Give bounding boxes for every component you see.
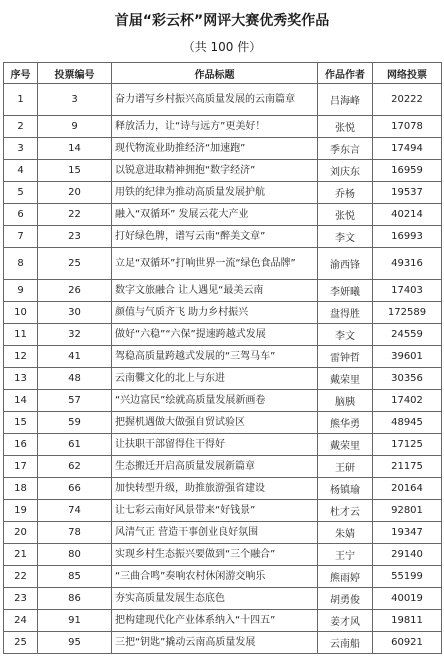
row-index: 15 (4, 412, 38, 434)
work-title: 做好“六稳”“六保”提速跨越式发展 (112, 324, 318, 346)
table-row (4, 302, 442, 324)
vote-count: 20222 (373, 84, 442, 116)
vote-number: 15 (38, 160, 112, 182)
vote-number: 86 (38, 588, 112, 610)
work-title: 释放活力，让“诗与远方”更美好！ (112, 116, 318, 138)
vote-number: 57 (38, 390, 112, 412)
vote-number: 59 (38, 412, 112, 434)
row-index: 2 (4, 116, 38, 138)
vote-number: 20 (38, 182, 112, 204)
author-name: 朱婧 (318, 522, 373, 544)
author-name: 张悦 (318, 116, 373, 138)
page-subtitle: （共 100 件） (182, 40, 262, 54)
vote-count: 40214 (373, 204, 442, 226)
author-name: 戴荣里 (318, 434, 373, 456)
vote-count: 30356 (373, 368, 442, 390)
table-row (4, 368, 442, 390)
table-row (4, 182, 442, 204)
vote-number: 95 (38, 632, 112, 654)
row-index: 23 (4, 588, 38, 610)
author-name: 熊华勇 (318, 412, 373, 434)
author-name: 渝西锋 (318, 248, 373, 280)
row-index: 13 (4, 368, 38, 390)
table-row (4, 456, 442, 478)
header-online-votes: 网络投票 (373, 63, 442, 84)
row-index: 18 (4, 478, 38, 500)
author-name: 盘得胜 (318, 302, 373, 324)
table-row (4, 280, 442, 302)
vote-number: 14 (38, 138, 112, 160)
vote-number: 78 (38, 522, 112, 544)
row-index: 22 (4, 566, 38, 588)
vote-number: 91 (38, 610, 112, 632)
vote-number: 61 (38, 434, 112, 456)
work-title: 加快转型升级，助推旅游强省建设 (112, 478, 318, 500)
author-name: 戴荣里 (318, 368, 373, 390)
vote-count: 92801 (373, 500, 442, 522)
author-name: 杨镇瑜 (318, 478, 373, 500)
vote-count: 60921 (373, 632, 442, 654)
table-row (4, 390, 442, 412)
header-author: 作品作者 (318, 63, 373, 84)
table-row (4, 632, 442, 654)
table-row (4, 544, 442, 566)
author-name: 吕海峰 (318, 84, 373, 116)
work-title: 驾稳高质量跨越式发展的“三驾马车” (112, 346, 318, 368)
vote-count: 19347 (373, 522, 442, 544)
table-row (4, 478, 442, 500)
vote-number: 32 (38, 324, 112, 346)
table-row (4, 566, 442, 588)
row-index: 17 (4, 456, 38, 478)
work-title: 把握机遇做大做强自贸试验区 (112, 412, 318, 434)
table-row (4, 500, 442, 522)
vote-count: 21175 (373, 456, 442, 478)
work-title: 颜值与气质齐飞 助力乡村振兴 (112, 302, 318, 324)
vote-count: 39601 (373, 346, 442, 368)
author-name: 季东言 (318, 138, 373, 160)
row-index: 19 (4, 500, 38, 522)
vote-number: 80 (38, 544, 112, 566)
work-title: 奋力谱写乡村振兴高质量发展的云南篇章 (112, 84, 318, 116)
work-title: 让扶职干部留得住干得好 (112, 434, 318, 456)
author-name: 脑胰 (318, 390, 373, 412)
vote-number: 3 (38, 84, 112, 116)
vote-number: 62 (38, 456, 112, 478)
work-title: 夯实高质量发展生态底色 (112, 588, 318, 610)
vote-count: 55199 (373, 566, 442, 588)
vote-count: 172589 (373, 302, 442, 324)
table-row (4, 160, 442, 182)
table-row (4, 588, 442, 610)
row-index: 25 (4, 632, 38, 654)
table-row (4, 522, 442, 544)
row-index: 12 (4, 346, 38, 368)
work-title: 云南爨文化的北上与东进 (112, 368, 318, 390)
row-index: 10 (4, 302, 38, 324)
work-title: 三把“钥匙”撬动云南高质量发展 (112, 632, 318, 654)
row-index: 8 (4, 248, 38, 280)
vote-number: 30 (38, 302, 112, 324)
table-row (4, 84, 442, 116)
row-index: 3 (4, 138, 38, 160)
vote-count: 20164 (373, 478, 442, 500)
work-title: 立足“双循环”打响世界一流“绿色食品牌” (112, 248, 318, 280)
header-index: 序号 (4, 63, 38, 84)
author-name: 胡勇俊 (318, 588, 373, 610)
row-index: 21 (4, 544, 38, 566)
work-title: 融入“双循环” 发展云花大产业 (112, 204, 318, 226)
author-name: 杜才云 (318, 500, 373, 522)
table-row (4, 116, 442, 138)
vote-number: 23 (38, 226, 112, 248)
row-index: 14 (4, 390, 38, 412)
table-row (4, 346, 442, 368)
vote-number: 9 (38, 116, 112, 138)
table-row (4, 248, 442, 280)
work-title: 风清气正 营造干事创业良好氛围 (112, 522, 318, 544)
row-index: 1 (4, 84, 38, 116)
row-index: 4 (4, 160, 38, 182)
table-row (4, 204, 442, 226)
vote-number: 26 (38, 280, 112, 302)
vote-count: 24559 (373, 324, 442, 346)
row-index: 5 (4, 182, 38, 204)
vote-number: 48 (38, 368, 112, 390)
author-name: 李文 (318, 324, 373, 346)
author-name: 姜才风 (318, 610, 373, 632)
author-name: 李妍曦 (318, 280, 373, 302)
awards-table (3, 62, 442, 654)
page-title: 首届“彩云杯”网评大赛优秀奖作品 (114, 13, 330, 29)
table-body (4, 84, 442, 654)
row-index: 7 (4, 226, 38, 248)
header-vote-number: 投票编号 (38, 63, 112, 84)
row-index: 6 (4, 204, 38, 226)
work-title: 数字文旅融合 让人遇见“最美云南 (112, 280, 318, 302)
author-name: 熊雨婷 (318, 566, 373, 588)
vote-count: 49316 (373, 248, 442, 280)
row-index: 16 (4, 434, 38, 456)
vote-count: 17494 (373, 138, 442, 160)
vote-number: 85 (38, 566, 112, 588)
vote-count: 19811 (373, 610, 442, 632)
work-title: 把构建现代化产业体系纳入“十四五” (112, 610, 318, 632)
work-title: 打好绿色牌，谱写云南“醉美文章” (112, 226, 318, 248)
vote-count: 48945 (373, 412, 442, 434)
table-row (4, 138, 442, 160)
vote-number: 25 (38, 248, 112, 280)
vote-count: 19537 (373, 182, 442, 204)
author-name: 雷钟哲 (318, 346, 373, 368)
work-title: “三曲合鸣”奏响农村休闲游交响乐 (112, 566, 318, 588)
work-title: 生态搬迁开启高质量发展新篇章 (112, 456, 318, 478)
vote-count: 17403 (373, 280, 442, 302)
vote-count: 17078 (373, 116, 442, 138)
work-title: 实现乡村生态振兴要做到“三个融合” (112, 544, 318, 566)
row-index: 11 (4, 324, 38, 346)
vote-number: 66 (38, 478, 112, 500)
author-name: 张悦 (318, 204, 373, 226)
table-row (4, 610, 442, 632)
work-title: 用铁的纪律为推动高质量发展护航 (112, 182, 318, 204)
vote-count: 17125 (373, 434, 442, 456)
table-row (4, 324, 442, 346)
work-title: 以锐意进取精神拥抱“数字经济” (112, 160, 318, 182)
vote-count: 16959 (373, 160, 442, 182)
author-name: 云南船 (318, 632, 373, 654)
vote-number: 41 (38, 346, 112, 368)
vote-count: 17402 (373, 390, 442, 412)
vote-number: 22 (38, 204, 112, 226)
vote-count: 16993 (373, 226, 442, 248)
table-row (4, 226, 442, 248)
table-header-row (4, 63, 442, 84)
header-work-title: 作品标题 (112, 63, 318, 84)
vote-count: 40019 (373, 588, 442, 610)
author-name: 乔杨 (318, 182, 373, 204)
work-title: 让七彩云南好风景带来“好钱景” (112, 500, 318, 522)
author-name: 李文 (318, 226, 373, 248)
work-title: “兴边富民”绘就高质量发展新画卷 (112, 390, 318, 412)
author-name: 刘庆东 (318, 160, 373, 182)
work-title: 现代物流业助推经济“加速跑” (112, 138, 318, 160)
table-row (4, 434, 442, 456)
vote-count: 29140 (373, 544, 442, 566)
author-name: 王研 (318, 456, 373, 478)
vote-number: 74 (38, 500, 112, 522)
row-index: 20 (4, 522, 38, 544)
row-index: 24 (4, 610, 38, 632)
author-name: 王宁 (318, 544, 373, 566)
row-index: 9 (4, 280, 38, 302)
table-row (4, 412, 442, 434)
